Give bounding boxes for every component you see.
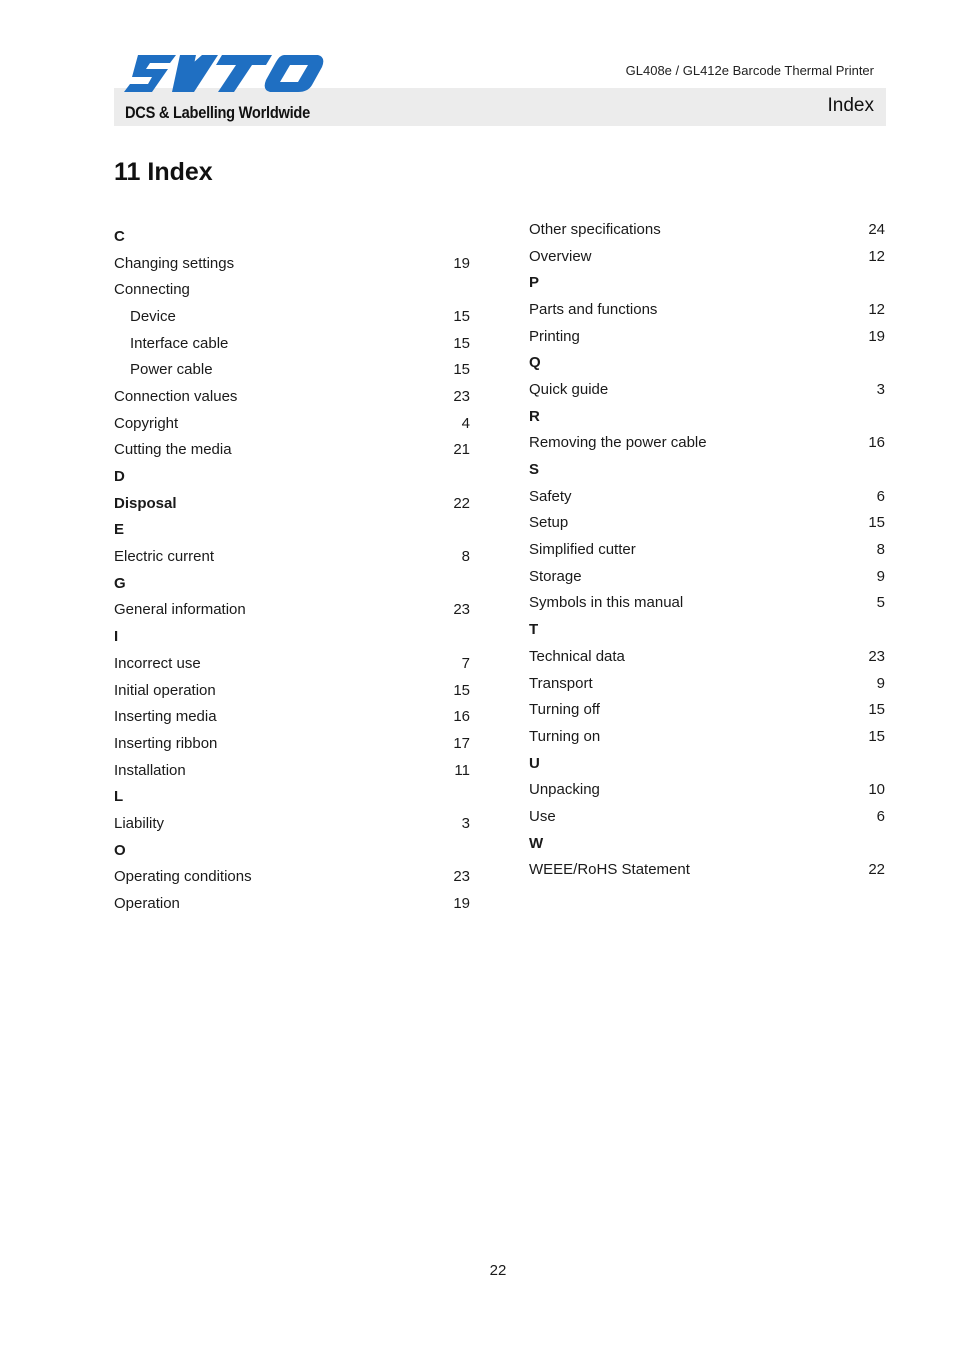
letter-label: T — [529, 621, 539, 639]
index-term: Interface cable — [130, 334, 229, 352]
index-page-number: 22 — [868, 861, 885, 879]
index-entry — [529, 510, 885, 537]
index-term: WEEE/RoHS Statement — [529, 861, 690, 879]
index-term: Turning off — [529, 701, 600, 719]
index-page-number: 8 — [876, 541, 885, 559]
index-term: Printing — [529, 327, 580, 345]
index-term: Unpacking — [529, 781, 600, 799]
index-entry — [114, 490, 470, 517]
index-page-number: 23 — [453, 387, 470, 405]
letter-label: L — [114, 788, 124, 806]
index-entry — [529, 723, 885, 750]
index-term: Technical data — [529, 647, 625, 665]
index-page-number: 16 — [453, 708, 470, 726]
index-term: Symbols in this manual — [529, 594, 684, 612]
index-letter-heading — [529, 830, 885, 857]
index-term: Power cable — [130, 361, 213, 379]
index-term: Setup — [529, 514, 569, 532]
index-entry — [529, 323, 885, 350]
letter-label: C — [114, 227, 125, 245]
index-page-number: 8 — [461, 548, 470, 566]
index-entry — [114, 356, 470, 383]
index-entry — [114, 597, 470, 624]
index-page-number: 11 — [454, 761, 470, 779]
index-term: Safety — [529, 487, 572, 505]
index-entry — [114, 677, 470, 704]
index-page-number: 24 — [868, 220, 885, 238]
index-entry — [529, 696, 885, 723]
index-entry — [529, 430, 885, 457]
letter-label: I — [114, 628, 119, 646]
index-page-number: 23 — [868, 647, 885, 665]
index-page-number: 17 — [453, 734, 470, 752]
index-letter-heading — [114, 783, 470, 810]
index-term: Overview — [529, 247, 592, 265]
index-page-number: 15 — [453, 681, 470, 699]
index-term: Use — [529, 807, 556, 825]
index-entry — [529, 536, 885, 563]
index-term: Copyright — [114, 414, 179, 432]
letter-label: U — [529, 754, 540, 772]
letter-label: S — [529, 461, 540, 479]
index-entry — [114, 810, 470, 837]
index-entry — [114, 303, 470, 330]
index-letter-heading — [114, 623, 470, 650]
index-entry — [529, 776, 885, 803]
index-term: Parts and functions — [529, 300, 658, 318]
letter-label: O — [114, 841, 126, 859]
index-entry — [529, 643, 885, 670]
logo-tagline: DCS & Labelling Worldwide — [125, 103, 310, 122]
index-term: Operation — [114, 895, 180, 913]
letter-label: P — [529, 274, 540, 292]
index-page-number: 15 — [868, 701, 885, 719]
index-entry — [529, 483, 885, 510]
index-term: Storage — [529, 567, 582, 585]
index-entry — [114, 250, 470, 277]
index-entry — [529, 296, 885, 323]
index-entry — [114, 730, 470, 757]
index-entry — [114, 757, 470, 784]
index-term: Inserting media — [114, 708, 217, 726]
index-page-number: 12 — [868, 300, 885, 318]
index-page-number: 5 — [876, 594, 885, 612]
index-page-number: 3 — [461, 814, 470, 832]
index-page-number: 19 — [453, 254, 470, 272]
index-page-number: 9 — [876, 567, 885, 585]
index-letter-heading — [114, 463, 470, 490]
index-page-number: 6 — [876, 487, 885, 505]
letter-label: G — [114, 574, 126, 592]
index-page-number: 15 — [453, 334, 470, 352]
section-label: Index — [827, 95, 874, 116]
index-term: Turning on — [529, 727, 601, 745]
index-term: Initial operation — [114, 681, 216, 699]
index-entry — [529, 590, 885, 617]
index-term: Quick guide — [529, 380, 609, 398]
index-page-number: 3 — [876, 380, 885, 398]
letter-label: W — [529, 834, 544, 852]
index-letter-heading — [529, 269, 885, 296]
index-letter-heading — [114, 517, 470, 544]
index-column-left — [114, 223, 470, 917]
index-term: Removing the power cable — [529, 434, 707, 452]
index-page-number: 19 — [868, 327, 885, 345]
index-page-number: 23 — [453, 868, 470, 886]
index-page-number: 19 — [453, 895, 470, 913]
index-entry — [529, 243, 885, 270]
index-entry — [114, 410, 470, 437]
index-page-number: 16 — [868, 434, 885, 452]
index-page-number: 23 — [453, 601, 470, 619]
index-entry — [114, 383, 470, 410]
index-letter-heading — [529, 403, 885, 430]
index-page-number: 9 — [876, 674, 885, 692]
index-entry — [114, 650, 470, 677]
index-term: Operating conditions — [114, 868, 252, 886]
index-term: Incorrect use — [114, 654, 201, 672]
index-term: Installation — [114, 761, 186, 779]
index-entry — [529, 857, 885, 884]
index-entry — [114, 703, 470, 730]
index-page-number: 15 — [453, 307, 470, 325]
index-term: Electric current — [114, 548, 215, 566]
index-term: Transport — [529, 674, 593, 692]
index-page-number: 7 — [461, 654, 470, 672]
index-term: Device — [130, 307, 176, 325]
index-term: Disposal — [114, 494, 177, 512]
page-number: 22 — [489, 1262, 507, 1279]
index-page-number: 6 — [876, 807, 885, 825]
index-entry — [114, 276, 470, 303]
index-entry — [114, 437, 470, 464]
index-term: Other specifications — [529, 220, 661, 238]
index-column-right — [529, 216, 885, 883]
letter-label: D — [114, 468, 125, 486]
index-entry — [529, 563, 885, 590]
index-term: Simplified cutter — [529, 541, 636, 559]
index-term: Cutting the media — [114, 441, 232, 459]
index-entry — [529, 216, 885, 243]
index-letter-heading — [114, 837, 470, 864]
index-term: Connecting — [114, 281, 190, 299]
index-page-number: 15 — [453, 361, 470, 379]
index-letter-heading — [529, 349, 885, 376]
index-letter-heading — [529, 456, 885, 483]
index-entry — [114, 890, 470, 917]
index-entry — [114, 864, 470, 891]
index-page-number: 10 — [868, 781, 885, 799]
index-page-number: 21 — [453, 441, 470, 459]
index-entry — [529, 803, 885, 830]
letter-label: Q — [529, 354, 541, 372]
index-page-number: 15 — [868, 727, 885, 745]
index-term: Connection values — [114, 387, 238, 405]
letter-label: R — [529, 407, 540, 425]
sato-logo — [124, 55, 324, 92]
index-term: Changing settings — [114, 254, 235, 272]
index-letter-heading — [529, 616, 885, 643]
index-entry — [114, 330, 470, 357]
index-page-number: 22 — [453, 494, 470, 512]
letter-label: E — [114, 521, 125, 539]
index-letter-heading — [114, 223, 470, 250]
document-title: GL408e / GL412e Barcode Thermal Printer — [625, 63, 874, 78]
index-entry — [529, 376, 885, 403]
index-letter-heading — [529, 750, 885, 777]
index-entry — [529, 670, 885, 697]
index-page-number: 15 — [868, 514, 885, 532]
index-letter-heading — [114, 570, 470, 597]
index-page-number: 12 — [868, 247, 885, 265]
index-page-number: 4 — [461, 414, 470, 432]
index-term: General information — [114, 601, 246, 619]
page-heading: 11 Index — [114, 158, 213, 186]
index-term: Liability — [114, 814, 165, 832]
index-entry — [114, 543, 470, 570]
index-term: Inserting ribbon — [114, 734, 218, 752]
